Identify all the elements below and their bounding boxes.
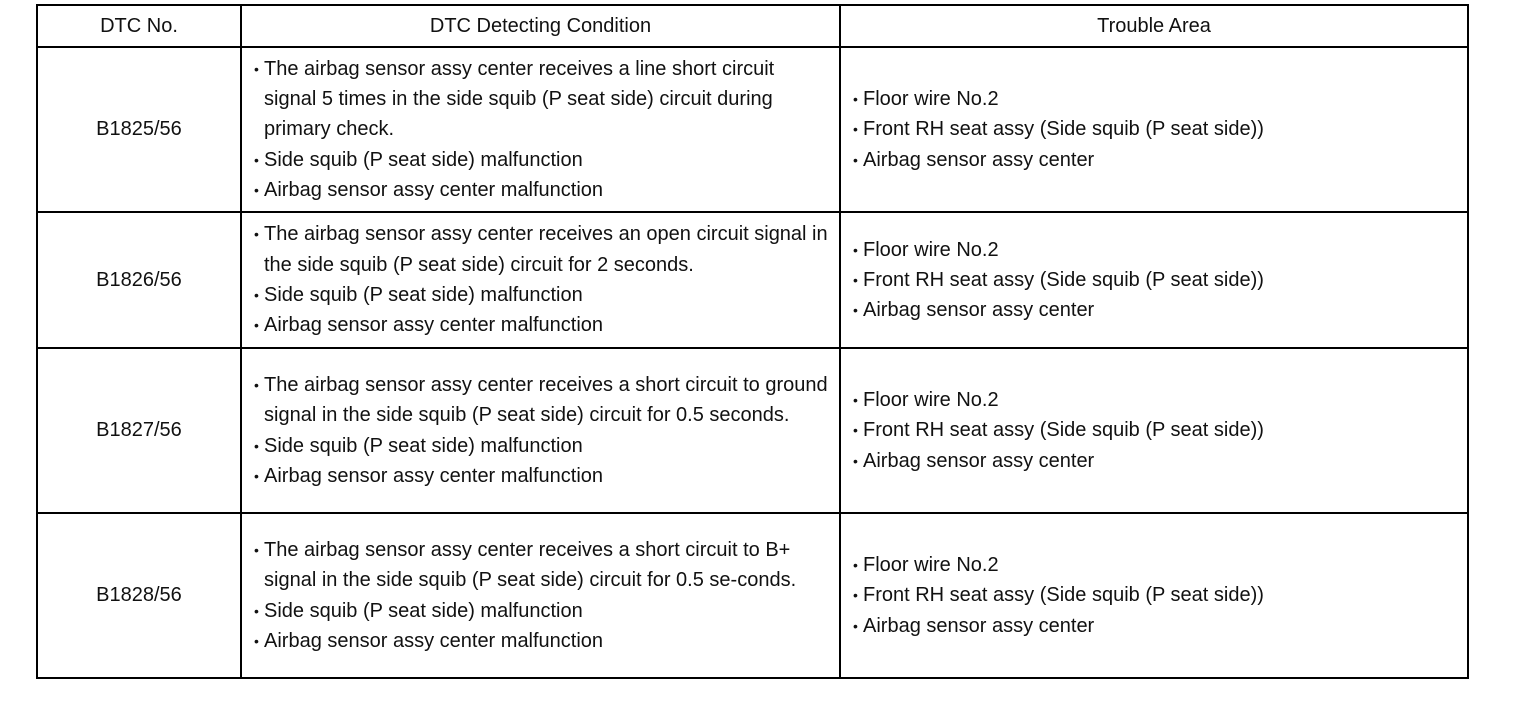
condition-item: • Side squib (P seat side) malfunction <box>254 431 829 461</box>
area-item: • Floor wire No.2 <box>853 550 1457 580</box>
condition-item: • Airbag sensor assy center malfunction <box>254 626 829 656</box>
detecting-condition-cell <box>241 47 840 212</box>
dtc-code: B1826/56 <box>37 212 241 348</box>
detecting-condition-cell <box>241 348 840 513</box>
area-item: • Airbag sensor assy center <box>853 295 1457 325</box>
area-item: • Front RH seat assy (Side squib (P seat side)) <box>853 114 1457 144</box>
condition-item: • Side squib (P seat side) malfunction <box>254 145 829 175</box>
dtc-table <box>36 4 1469 679</box>
header-row <box>37 5 1468 47</box>
condition-item: • Side squib (P seat side) malfunction <box>254 596 829 626</box>
header-trouble-area: Trouble Area <box>840 5 1468 47</box>
header-dtc-no: DTC No. <box>37 5 241 47</box>
area-item: • Front RH seat assy (Side squib (P seat side)) <box>853 415 1457 445</box>
area-item: • Airbag sensor assy center <box>853 446 1457 476</box>
detecting-condition-cell <box>241 212 840 348</box>
detecting-condition-cell <box>241 513 840 678</box>
trouble-area-cell <box>840 212 1468 348</box>
condition-item: • Side squib (P seat side) malfunction <box>254 280 829 310</box>
table-row <box>37 47 1468 212</box>
area-item: • Front RH seat assy (Side squib (P seat side)) <box>853 265 1457 295</box>
condition-item: • The airbag sensor assy center receives an open circuit signal in the side squib (P seat side) circuit for 2 seconds. <box>254 219 829 280</box>
trouble-area-cell <box>840 513 1468 678</box>
dtc-code: B1825/56 <box>37 47 241 212</box>
table-row <box>37 513 1468 678</box>
condition-item: • Airbag sensor assy center malfunction <box>254 175 829 205</box>
trouble-area-cell <box>840 47 1468 212</box>
table-row <box>37 348 1468 513</box>
table-row <box>37 212 1468 348</box>
header-detecting-condition: DTC Detecting Condition <box>241 5 840 47</box>
condition-item: • The airbag sensor assy center receives a line short circuit signal 5 times in the side squib (P seat side) circuit during primary check. <box>254 54 829 145</box>
area-item: • Airbag sensor assy center <box>853 611 1457 641</box>
area-item: • Front RH seat assy (Side squib (P seat side)) <box>853 580 1457 610</box>
dtc-code: B1827/56 <box>37 348 241 513</box>
area-item: • Floor wire No.2 <box>853 235 1457 265</box>
condition-item: • The airbag sensor assy center receives a short circuit to ground signal in the side squib (P seat side) circuit for 0.5 seconds. <box>254 370 829 431</box>
dtc-code: B1828/56 <box>37 513 241 678</box>
area-item: • Airbag sensor assy center <box>853 145 1457 175</box>
area-item: • Floor wire No.2 <box>853 84 1457 114</box>
area-item: • Floor wire No.2 <box>853 385 1457 415</box>
condition-item: • The airbag sensor assy center receives a short circuit to B+ signal in the side squib (P seat side) circuit for 0.5 se-conds. <box>254 535 829 596</box>
condition-item: • Airbag sensor assy center malfunction <box>254 310 829 340</box>
trouble-area-cell <box>840 348 1468 513</box>
condition-item: • Airbag sensor assy center malfunction <box>254 461 829 491</box>
